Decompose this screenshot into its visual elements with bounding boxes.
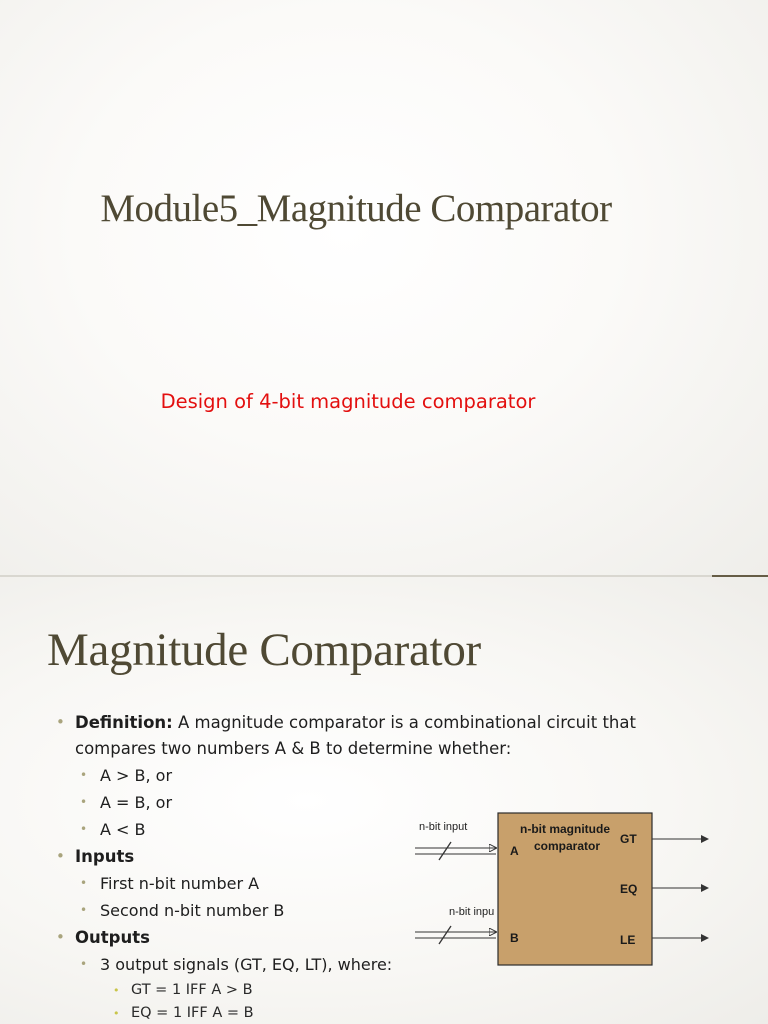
port-b-label: B [510, 931, 519, 945]
bullet-dot-icon: • [56, 713, 65, 731]
output-rule [113, 982, 253, 998]
condition-item [80, 820, 146, 839]
bullet-dot-icon: • [56, 928, 65, 946]
slide-1-subtitle: Design of 4-bit magnitude comparator [160, 390, 536, 413]
box-title-line-2: comparator [534, 839, 601, 853]
comparator-diagram [405, 802, 712, 972]
bullet-dot-icon: • [56, 847, 65, 865]
bullet-dot-icon: • [113, 1007, 120, 1020]
condition-text: A < B [100, 820, 146, 839]
input-b-slash [439, 926, 451, 944]
condition-text: A = B, or [100, 793, 173, 812]
output-text: 3 output signals (GT, EQ, LT), where: [100, 955, 393, 974]
bullet-dot-icon: • [80, 768, 88, 782]
input-b-label: n-bit inpu [449, 906, 495, 918]
bullet-dot-icon: • [80, 957, 88, 971]
output-eq-label: EQ [620, 882, 638, 896]
output-rule-text: EQ = 1 IFF A = B [131, 1005, 254, 1021]
condition-item [80, 793, 173, 812]
input-a-label: n-bit input [419, 821, 468, 833]
bullet-dot-icon: • [80, 795, 88, 809]
port-a-label: A [510, 844, 519, 858]
input-text: Second n-bit number B [100, 901, 285, 920]
slide-1-title: Module5_Magnitude Comparator [100, 187, 612, 230]
bullet-dot-icon: • [113, 984, 120, 997]
outputs-bullet [56, 928, 150, 947]
definition-text: A magnitude comparator is a combinational circuit that [178, 713, 636, 732]
condition-text: A > B, or [100, 766, 173, 785]
output-rule [113, 1005, 254, 1021]
definition-label: Definition: [75, 713, 173, 732]
outputs-label: Outputs [75, 928, 150, 947]
output-le-label: LE [620, 933, 636, 947]
input-item [80, 901, 285, 920]
output-item [80, 955, 393, 974]
slide-2-title: Magnitude Comparator [47, 624, 481, 676]
box-title-line-1: n-bit magnitude [520, 822, 610, 836]
output-rule-text: GT = 1 IFF A > B [131, 982, 253, 998]
input-item [80, 874, 260, 893]
bullet-dot-icon: • [80, 876, 88, 890]
condition-item [80, 766, 173, 785]
slide-2[interactable] [0, 577, 768, 1024]
definition-bullet-continuation [75, 739, 511, 758]
output-gt-label: GT [620, 832, 637, 846]
bullet-dot-icon: • [80, 903, 88, 917]
inputs-label: Inputs [75, 847, 135, 866]
bullet-dot-icon: • [80, 822, 88, 836]
input-text: First n-bit number A [100, 874, 260, 893]
inputs-bullet [56, 847, 135, 866]
definition-bullet [56, 713, 636, 732]
input-a-slash [439, 842, 451, 860]
definition-text-line-2: compares two numbers A & B to determine whether: [75, 739, 512, 758]
